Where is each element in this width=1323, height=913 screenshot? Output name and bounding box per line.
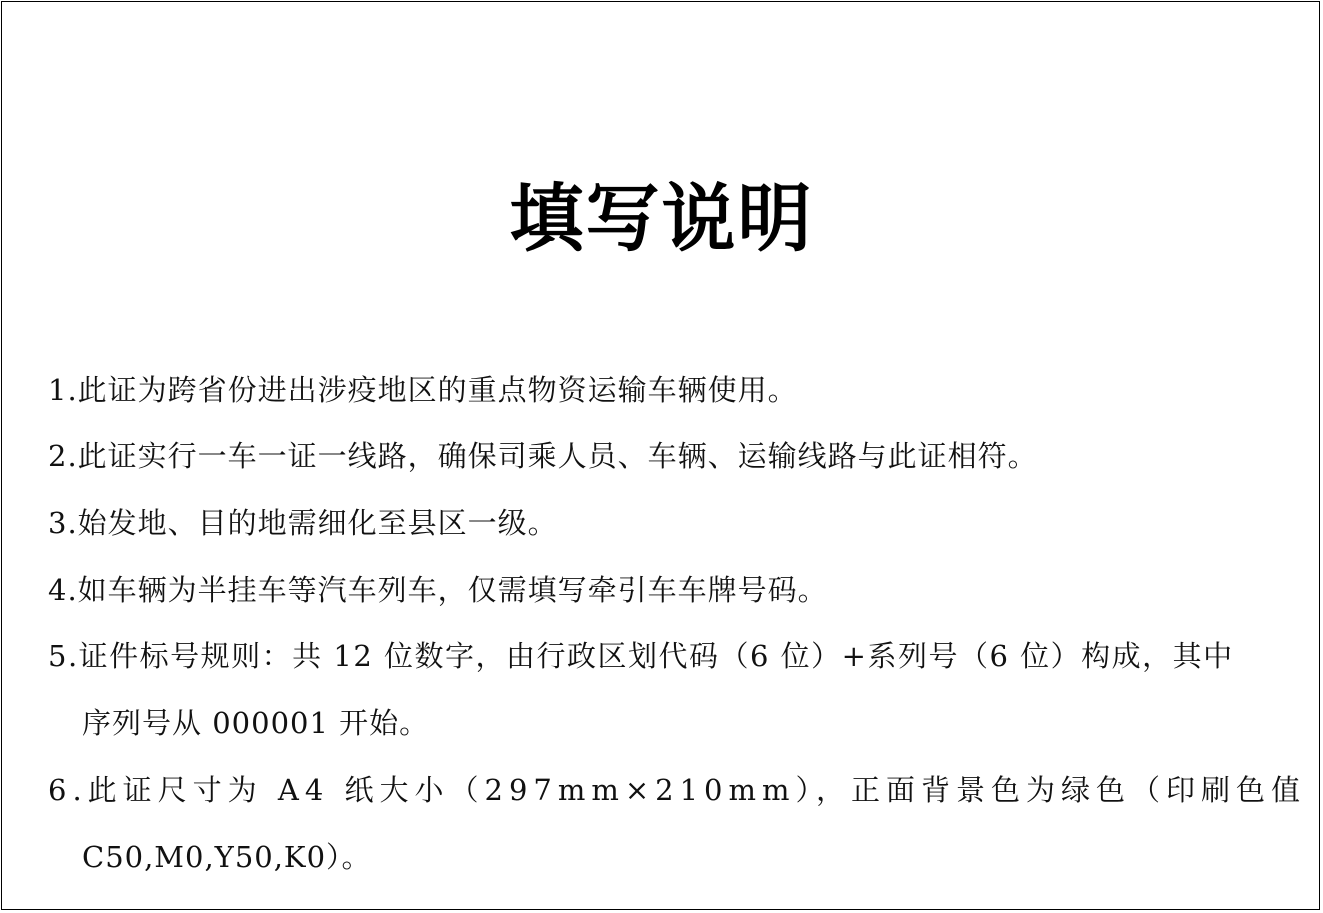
instruction-page — [1, 1, 1320, 910]
instruction-item-4: 4.如车辆为半挂车等汽车列车，仅需填写牵引车车牌号码。 — [48, 573, 828, 607]
page-title: 填写说明 — [509, 176, 814, 262]
instruction-item-5-continued: 序列号从 000001 开始。 — [82, 706, 430, 740]
instruction-item-1: 1.此证为跨省份进出涉疫地区的重点物资运输车辆使用。 — [48, 373, 798, 407]
instruction-item-2: 2.此证实行一车一证一线路，确保司乘人员、车辆、运输线路与此证相符。 — [48, 439, 1038, 473]
instruction-item-3: 3.始发地、目的地需细化至县区一级。 — [48, 506, 558, 540]
instruction-item-5: 5.证件标号规则：共 12 位数字，由行政区划代码（6 位）+系列号（6 位）构成，其中 — [48, 639, 1234, 673]
instruction-item-6: 6.此证尺寸为 A4 纸大小（297mm×210mm），正面背景色为绿色（印刷色值 — [48, 773, 1306, 807]
instruction-item-6-continued: C50,M0,Y50,K0）。 — [82, 840, 372, 874]
